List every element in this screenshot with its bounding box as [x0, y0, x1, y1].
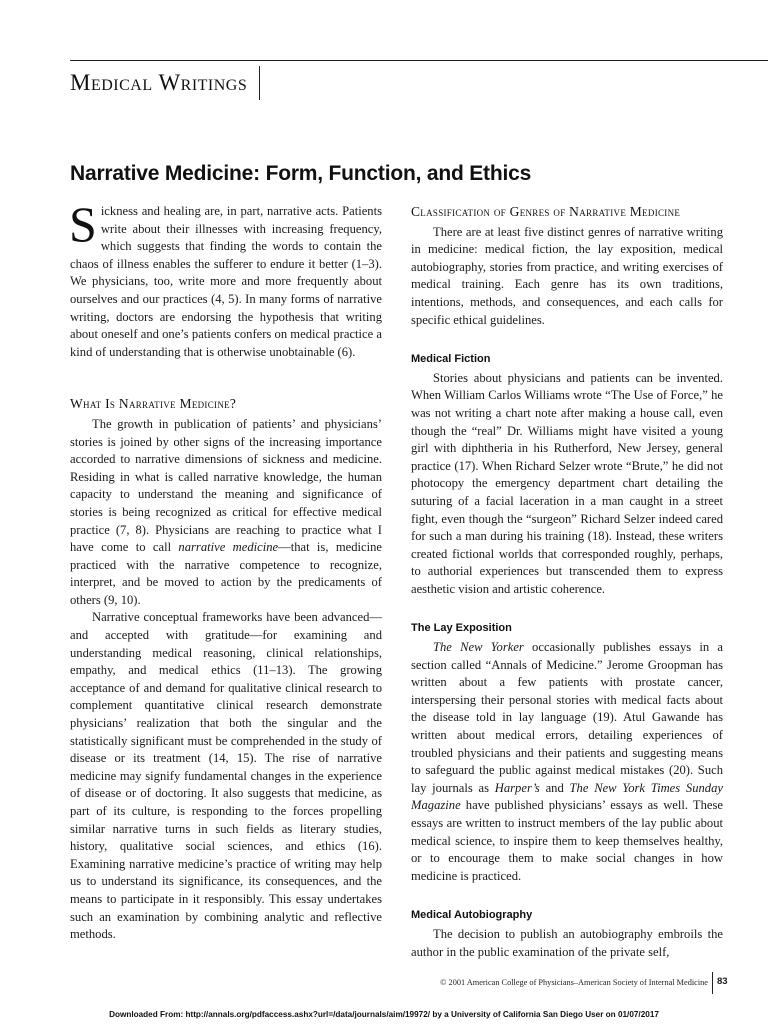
body-paragraph: There are at least five distinct genres of narrative writing in medicine: medical fiction, the lay exposition, medical autobiography, stories from practice, and writing exercises of medical training. Each genre has its own traditions, intentions, methods, and consequences, and each calls for specific ethical guidelines.: [411, 224, 723, 327]
right-column: [411, 203, 723, 961]
header-rule: [70, 60, 768, 61]
heading-medical-autobiography: Medical Autobiography: [411, 909, 533, 922]
article-title: Narrative Medicine: Form, Function, and Ethics: [70, 162, 532, 185]
heading-classification: Classification of Genres of Narrative Medicine: [411, 204, 681, 219]
para-text: —that is, medicine practiced with the narrative competence to recognize, interpret, and be moved to action by the predicaments of others (9, 10).: [70, 540, 382, 607]
body-paragraph: [70, 416, 382, 610]
para-emphasis: Harper’s: [494, 780, 540, 795]
heading-what-is-narrative-medicine: What Is Narrative Medicine?: [70, 396, 237, 412]
copyright-line: © 2001 American College of Physicians–American Society of Internal Medicine: [440, 978, 708, 987]
para-text: have published physicians’ essays as well. These essays are written to instruct members of the lay public about medical science, to inspire them to keep themselves healthy, or to encourage them to make social changes in how medicine is practiced.: [411, 798, 723, 883]
body-paragraph: [411, 639, 723, 885]
para-text: occasionally publishes essays in a section called “Annals of Medicine.” Jerome Groopman has written about a few patients with prostate cancer, interspersing their personal stories with medical facts about the disease told in lay language (19). Atul Gawande has written about medical errors, detailing experiences of troubled physicians and their patients and suggesting means to safeguard the public against medical mistakes (20). Such lay journals as: [411, 640, 723, 795]
para-text: The growth in publication of patients’ and physicians’ stories is joined by other signs of the increasing importance accorded to narrative dimensions of sickness and medicine. Residing in what is called narrative knowledge, the human capacity to understand the meaning and significance of stories is being recognized as critical for effective medical practice (7, 8). Physicians are reaching to practice what I have come to call: [70, 416, 382, 555]
para-emphasis: The New Yorker: [433, 640, 524, 655]
page-number: 83: [712, 972, 734, 994]
para-text: and: [539, 780, 570, 795]
body-paragraph: Narrative conceptual frameworks have been advanced—and accepted with gratitude—for examining and understanding medical reasoning, clinical relationships, empathy, and medical ethics (11–13). The growing acceptance of and demand for qualitative clinical research to complement quantitative clinical research demonstrate physicians’ realization that both the singular and the statistically significant must be comprehended in the study of disease or its treatment (14, 15). The rise of narrative medicine may signify fundamental changes in the experience of disease or of doctoring. It also suggests that medicine, as part of its culture, is responding to the forces propelling similar narrative turns in such fields as literary studies, history, qualitative social sciences, and ethics (16). Examining narrative medicine’s practice of writing may help us to understand its significance, its consequences, and the means to participate in it responsibly. This essay undertakes such an examination by combining analytic and reflective methods.: [70, 610, 382, 942]
download-stamp: Downloaded From: http://annals.org/pdfaccess.ashx?url=/data/journals/aim/19972/ by a University of California San Diego User on 01/07/2017: [109, 1010, 659, 1019]
left-column: [69, 196, 382, 944]
drop-cap: S: [69, 196, 97, 252]
body-paragraph: Stories about physicians and patients can be invented. When William Carlos Williams wrote “The Use of Force,” he was not writing a chart note after making a house call, even though the “real” Dr. Williams might have visited a young girl with diphtheria in his Rutherford, New Jersey, general practice (17). When Richard Selzer wrote “Brute,” he did not photocopy the emergency department chart detailing the suturing of a facial laceration in a man caught in a street fight, even though the “surgeon” Richard Selzer indeed cared for such a man during his training (18). Instead, these writers created fictional worlds that corresponded roughly, perhaps, to authorial experiences but transcended them to express aesthetic vision and artistic coherence.: [411, 370, 723, 596]
intro-text: ickness and healing are, in part, narrative acts. Patients write about their illnesses with increasing frequency, which suggests that finding the words to contain the chaos of illness enables the sufferer to endure it better (1–3). We physicians, too, write more and more frequently about ourselves and our practices (4, 5). In many forms of narrative writing, doctors are endorsing the hypothesis that writing about oneself and one’s patients confers on medical practice a kind of understanding that is otherwise unobtainable (6).: [70, 204, 382, 359]
body-paragraph: The decision to publish an autobiography embroils the author in the public examination of the private self,: [411, 926, 723, 959]
section-header: Medical Writings: [70, 66, 260, 100]
heading-medical-fiction: Medical Fiction: [411, 353, 491, 366]
para-emphasis: narrative medicine: [178, 540, 279, 555]
heading-lay-exposition: The Lay Exposition: [411, 622, 512, 635]
para-emphasis: The New York Times Sunday Magazine: [411, 780, 723, 813]
intro-paragraph: [69, 196, 382, 361]
